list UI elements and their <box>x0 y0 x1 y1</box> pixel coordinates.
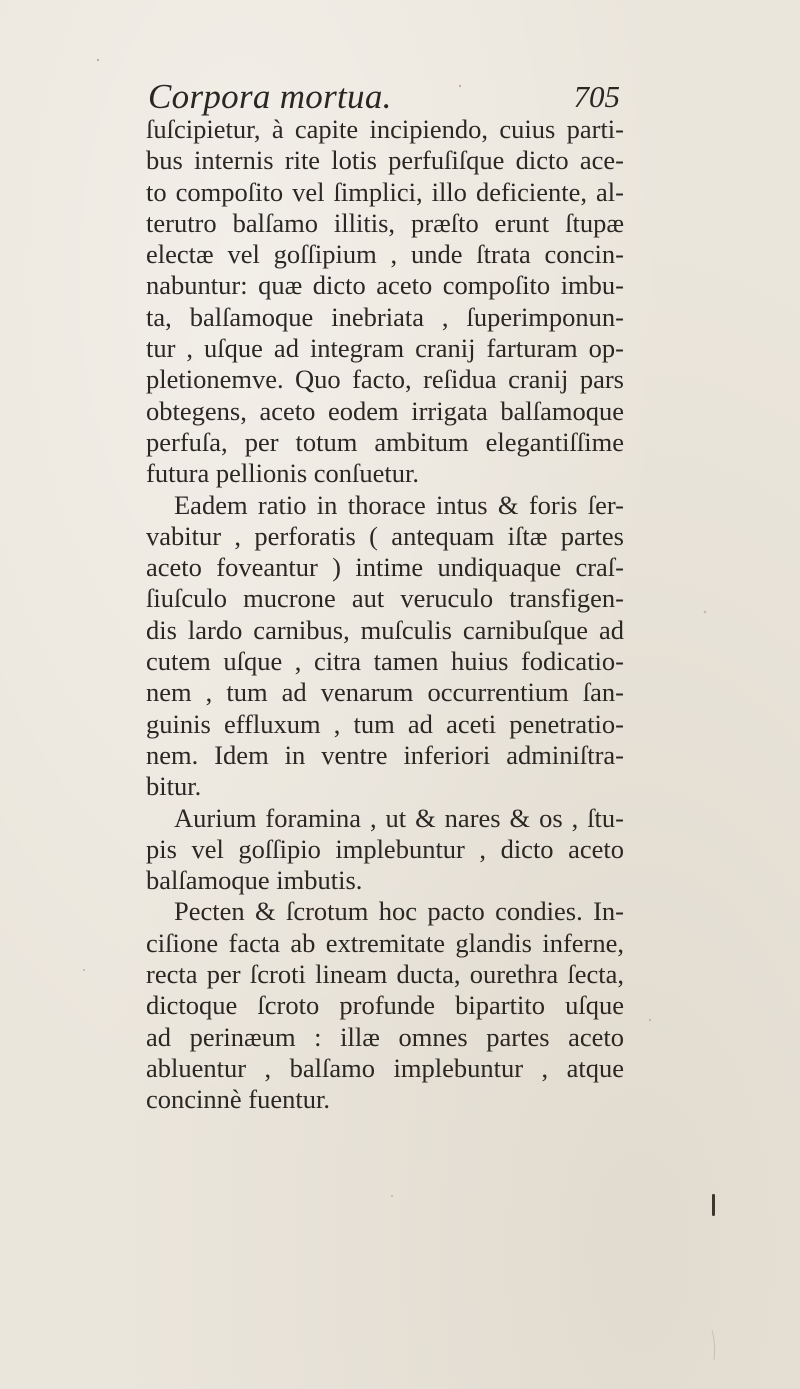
text-line: Eadem ratio in thorace intus & foris ſer- <box>174 489 624 520</box>
text-line: ſiuſculo mucrone aut veruculo transfigen- <box>146 583 624 614</box>
text-line: concinnè fuentur. <box>146 1084 330 1115</box>
text-line: abluentur , balſamo implebuntur , atque <box>146 1052 624 1083</box>
text-line: dis lardo carnibus, muſculis carnibuſque ad <box>146 614 624 645</box>
text-line: tur , uſque ad integram cranij farturam op- <box>146 333 624 364</box>
text-line: terutro balſamo illitis, præſto erunt ſtupæ <box>146 207 624 238</box>
text-line: to compoſito vel ſimplici, illo deficiente, al- <box>146 176 624 207</box>
text-line: ſuſcipietur, à capite incipiendo, cuius parti- <box>146 114 624 144</box>
text-line: nem , tum ad venarum occurrentium ſan- <box>146 677 624 708</box>
text-line: guinis effluxum , tum ad aceti penetratio- <box>146 708 624 739</box>
text-line: recta per ſcroti lineam ducta, ourethra ſecta, <box>146 959 624 990</box>
body-text <box>146 114 624 1116</box>
text-line: cutem uſque , citra tamen huius fodicatio- <box>146 646 624 677</box>
text-line: vabitur , perforatis ( antequam iſtæ partes <box>146 520 624 551</box>
text-line: electæ vel goſſipium , unde ſtrata concin- <box>146 239 624 270</box>
text-line: pletionemve. Quo facto, reſidua cranij pars <box>146 364 624 395</box>
text-line: obtegens, aceto eodem irrigata balſamoque <box>146 395 624 426</box>
text-line: bus internis rite lotis perfuſiſque dicto ace- <box>146 145 624 176</box>
text-line: dictoque ſcroto profunde bipartito uſque <box>146 990 624 1021</box>
text-line: nem. Idem in ventre inferiori adminiſtra- <box>146 739 624 770</box>
text-line: aceto foveantur ) intime undiquaque craſ- <box>146 552 624 583</box>
text-line: pis vel goſſipio implebuntur , dicto aceto <box>146 833 624 864</box>
text-line: nabuntur: quæ dicto aceto compoſito imbu- <box>146 270 624 301</box>
text-line: ad perinæum : illæ omnes partes aceto <box>146 1021 624 1052</box>
text-line: Aurium foramina , ut & nares & os , ſtu- <box>174 802 624 833</box>
text-line: perfuſa, per totum ambitum elegantiſſime <box>146 426 624 457</box>
page-number: 705 <box>573 79 620 114</box>
text-line: ta, balſamoque inebriata , ſuperimponun- <box>146 301 624 332</box>
text-line: bitur. <box>146 771 202 802</box>
text-line: Pecten & ſcrotum hoc pacto condies. In- <box>174 896 624 927</box>
text-line: futura pellionis conſuetur. <box>146 458 420 489</box>
text-line: ciſione facta ab extremitate glandis inferne, <box>146 927 624 958</box>
text-line: balſamoque imbutis. <box>146 865 363 896</box>
running-title: Corpora mortua. <box>148 77 392 116</box>
